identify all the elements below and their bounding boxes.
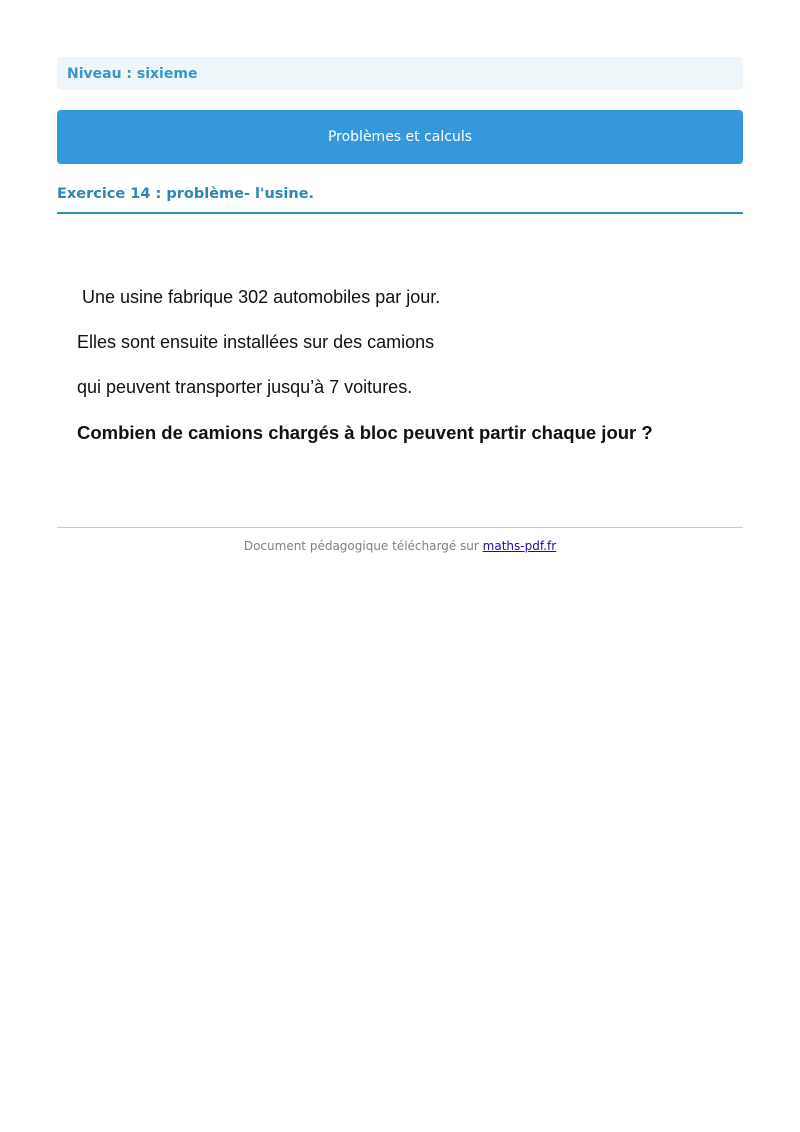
footer-divider xyxy=(57,527,743,528)
problem-line: Une usine fabrique 302 automobiles par jour. xyxy=(82,287,441,307)
category-title: Problèmes et calculs xyxy=(327,129,473,145)
problem-line: qui peuvent transporter jusqu’à 7 voitures. xyxy=(77,377,413,397)
level-label: Niveau : sixieme xyxy=(67,65,198,82)
exercise-title: Exercice 14 : problème- l'usine. xyxy=(57,186,743,214)
level-header xyxy=(57,57,743,90)
footer-link[interactable]: maths-pdf.fr xyxy=(482,539,557,553)
problem-question: Combien de camions chargés à bloc peuvent partir chaque jour ? xyxy=(77,422,653,443)
problem-line: Elles sont ensuite installées sur des camions xyxy=(77,332,435,352)
footer xyxy=(57,539,743,553)
category-banner xyxy=(57,110,743,164)
footer-text: Document pédagogique téléchargé sur xyxy=(243,539,479,553)
